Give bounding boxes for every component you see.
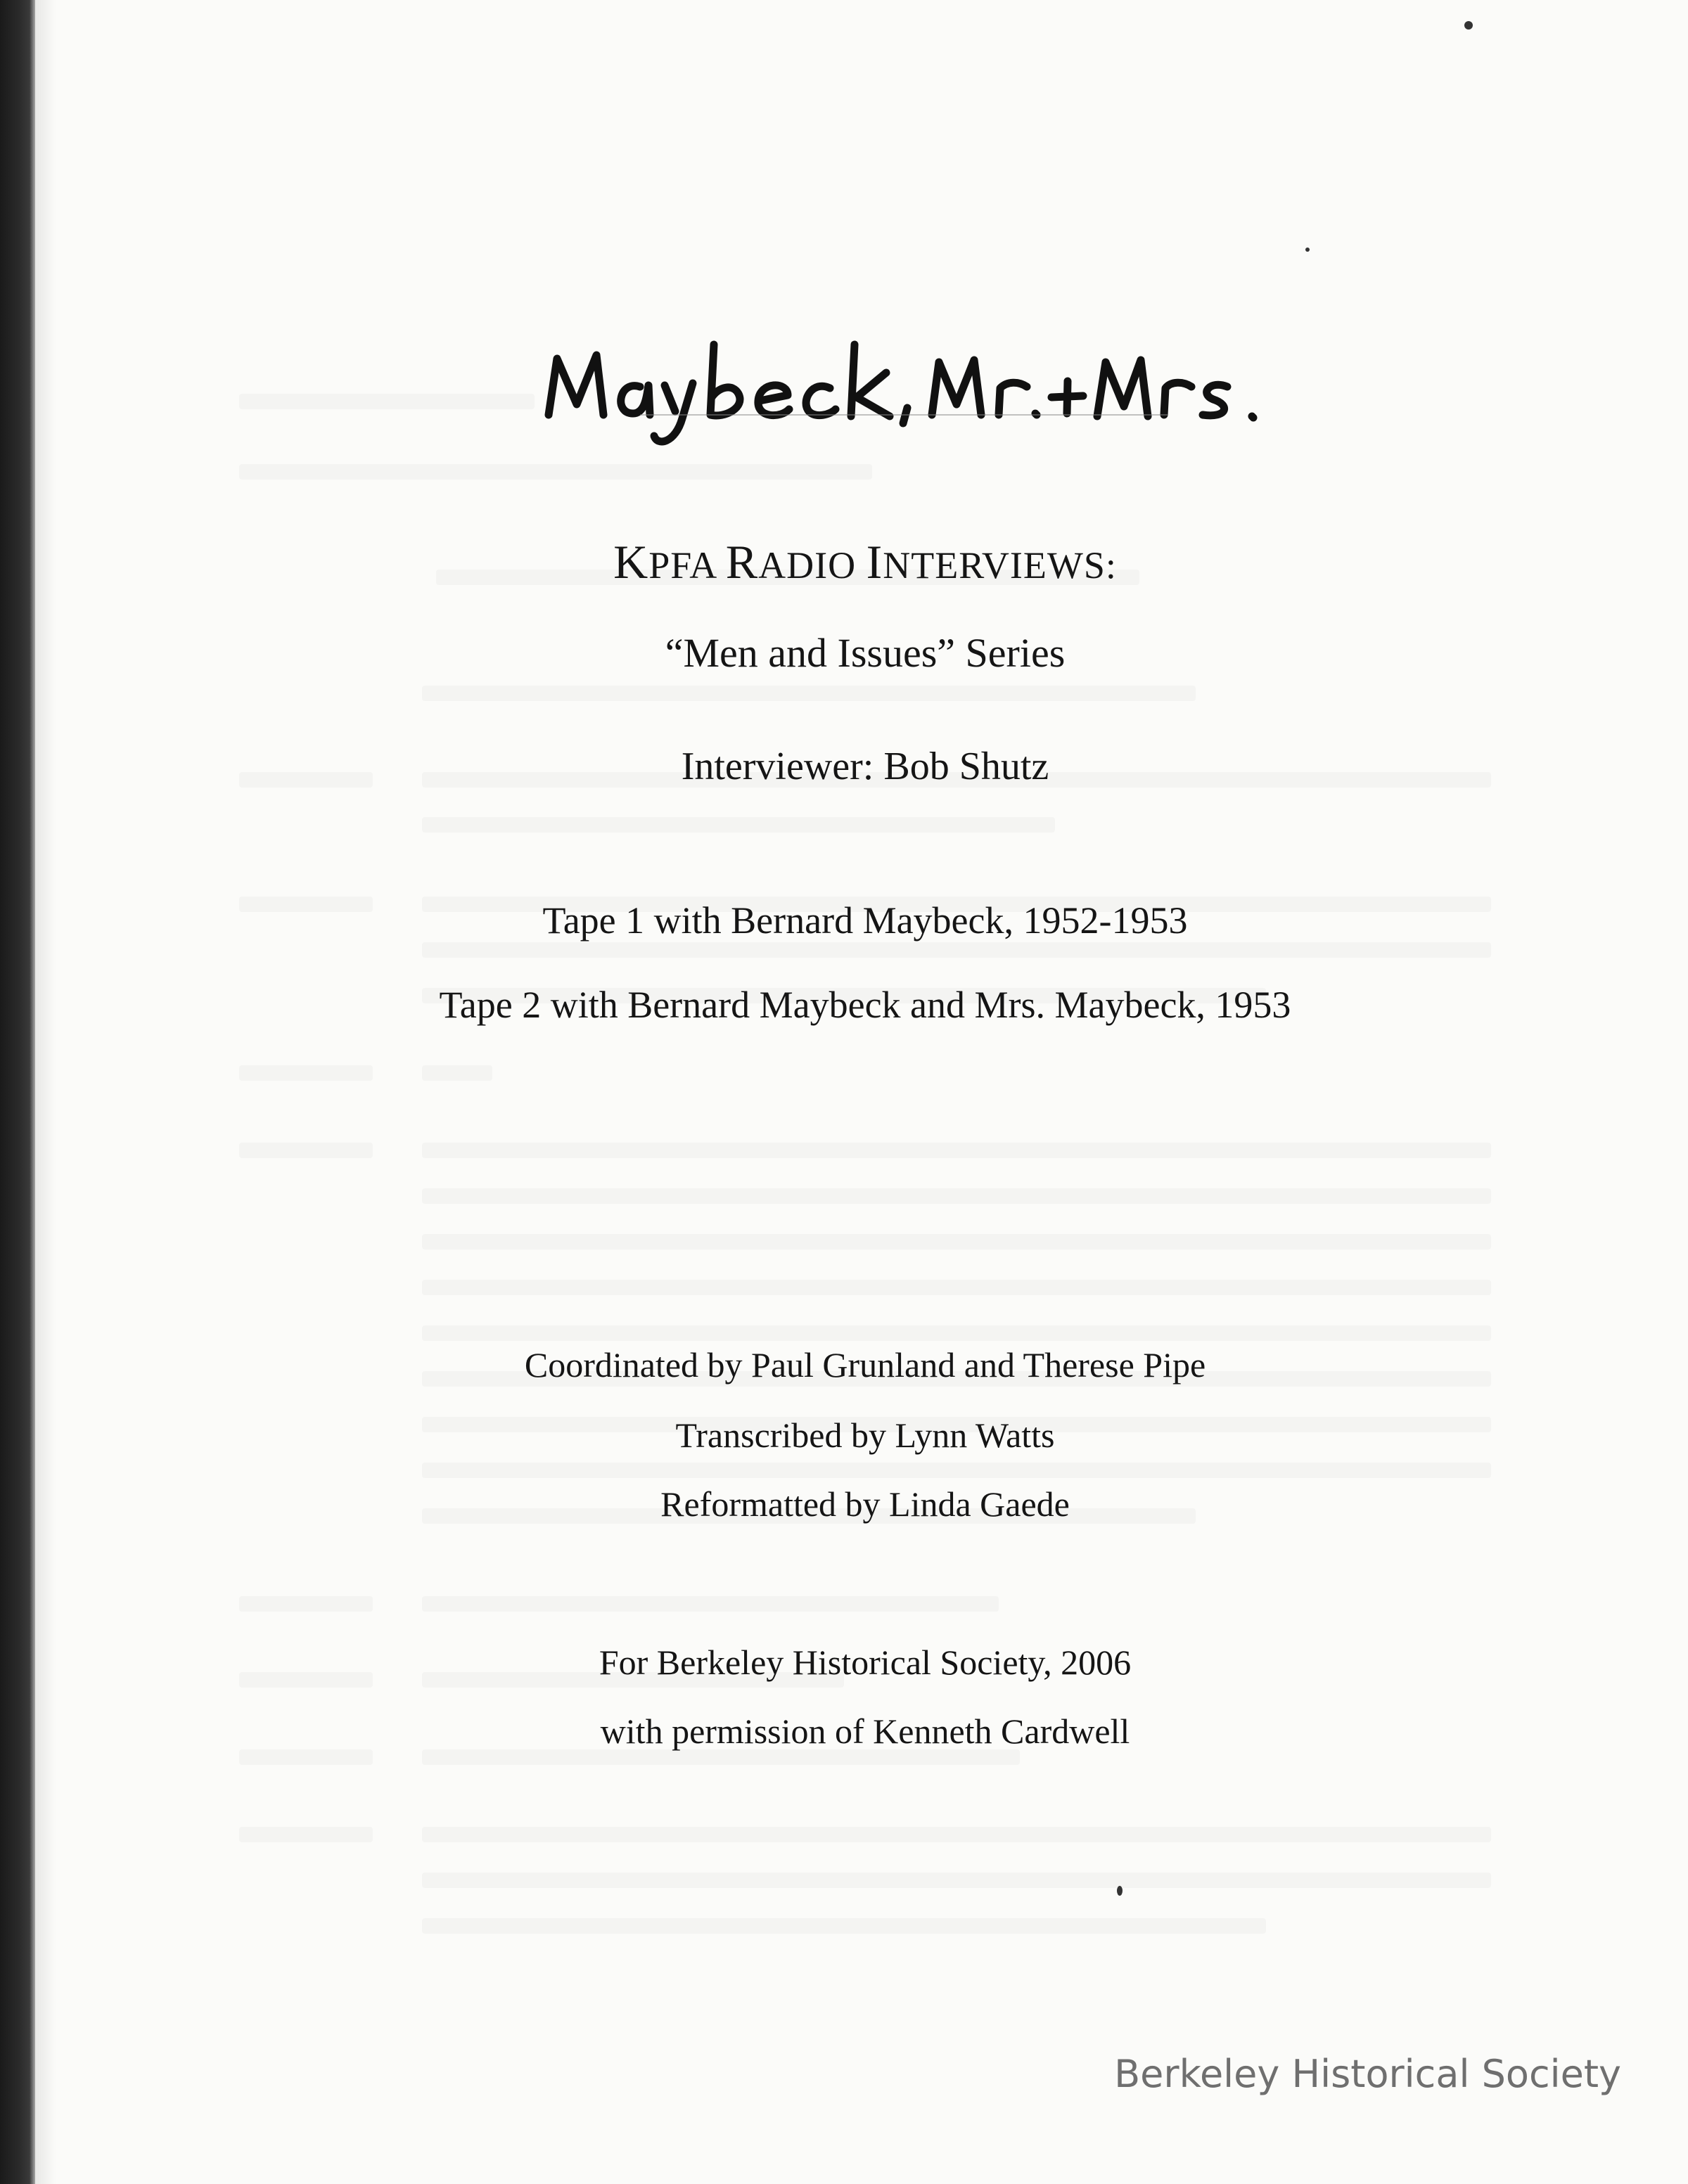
title-nterviews: NTERVIEWS: bbox=[883, 544, 1117, 586]
interviewer-line: Interviewer: Bob Shutz bbox=[681, 745, 1049, 788]
document-title bbox=[0, 534, 1688, 590]
series-subtitle: “Men and Issues” Series bbox=[665, 630, 1066, 676]
title-adio: ADIO bbox=[758, 544, 867, 586]
title-i: I bbox=[866, 535, 883, 589]
title-pfa: PFA bbox=[648, 544, 726, 586]
binding-strip bbox=[0, 0, 35, 2184]
title-k: K bbox=[613, 535, 649, 589]
watermark: Berkeley Historical Society bbox=[1114, 2052, 1621, 2096]
handwritten-label bbox=[535, 330, 1308, 450]
handwritten-ink bbox=[535, 330, 1308, 450]
binding-shadow bbox=[35, 0, 56, 2184]
tape-2-line: Tape 2 with Bernard Maybeck and Mrs. Maybeck, 1953 bbox=[439, 984, 1291, 1026]
transcribed-by: Transcribed by Lynn Watts bbox=[675, 1415, 1055, 1455]
coordinated-by: Coordinated by Paul Grunland and Therese Pipe bbox=[524, 1345, 1206, 1385]
reformatted-by: Reformatted by Linda Gaede bbox=[660, 1484, 1070, 1524]
publication-line: For Berkeley Historical Society, 2006 bbox=[599, 1643, 1132, 1682]
tape-1-line: Tape 1 with Bernard Maybeck, 1952-1953 bbox=[542, 899, 1188, 942]
permission-line: with permission of Kenneth Cardwell bbox=[600, 1711, 1130, 1751]
title-r: R bbox=[725, 535, 759, 589]
scan-speck bbox=[1305, 248, 1310, 252]
scan-speck bbox=[1464, 21, 1473, 30]
scan-speck bbox=[1117, 1886, 1123, 1896]
